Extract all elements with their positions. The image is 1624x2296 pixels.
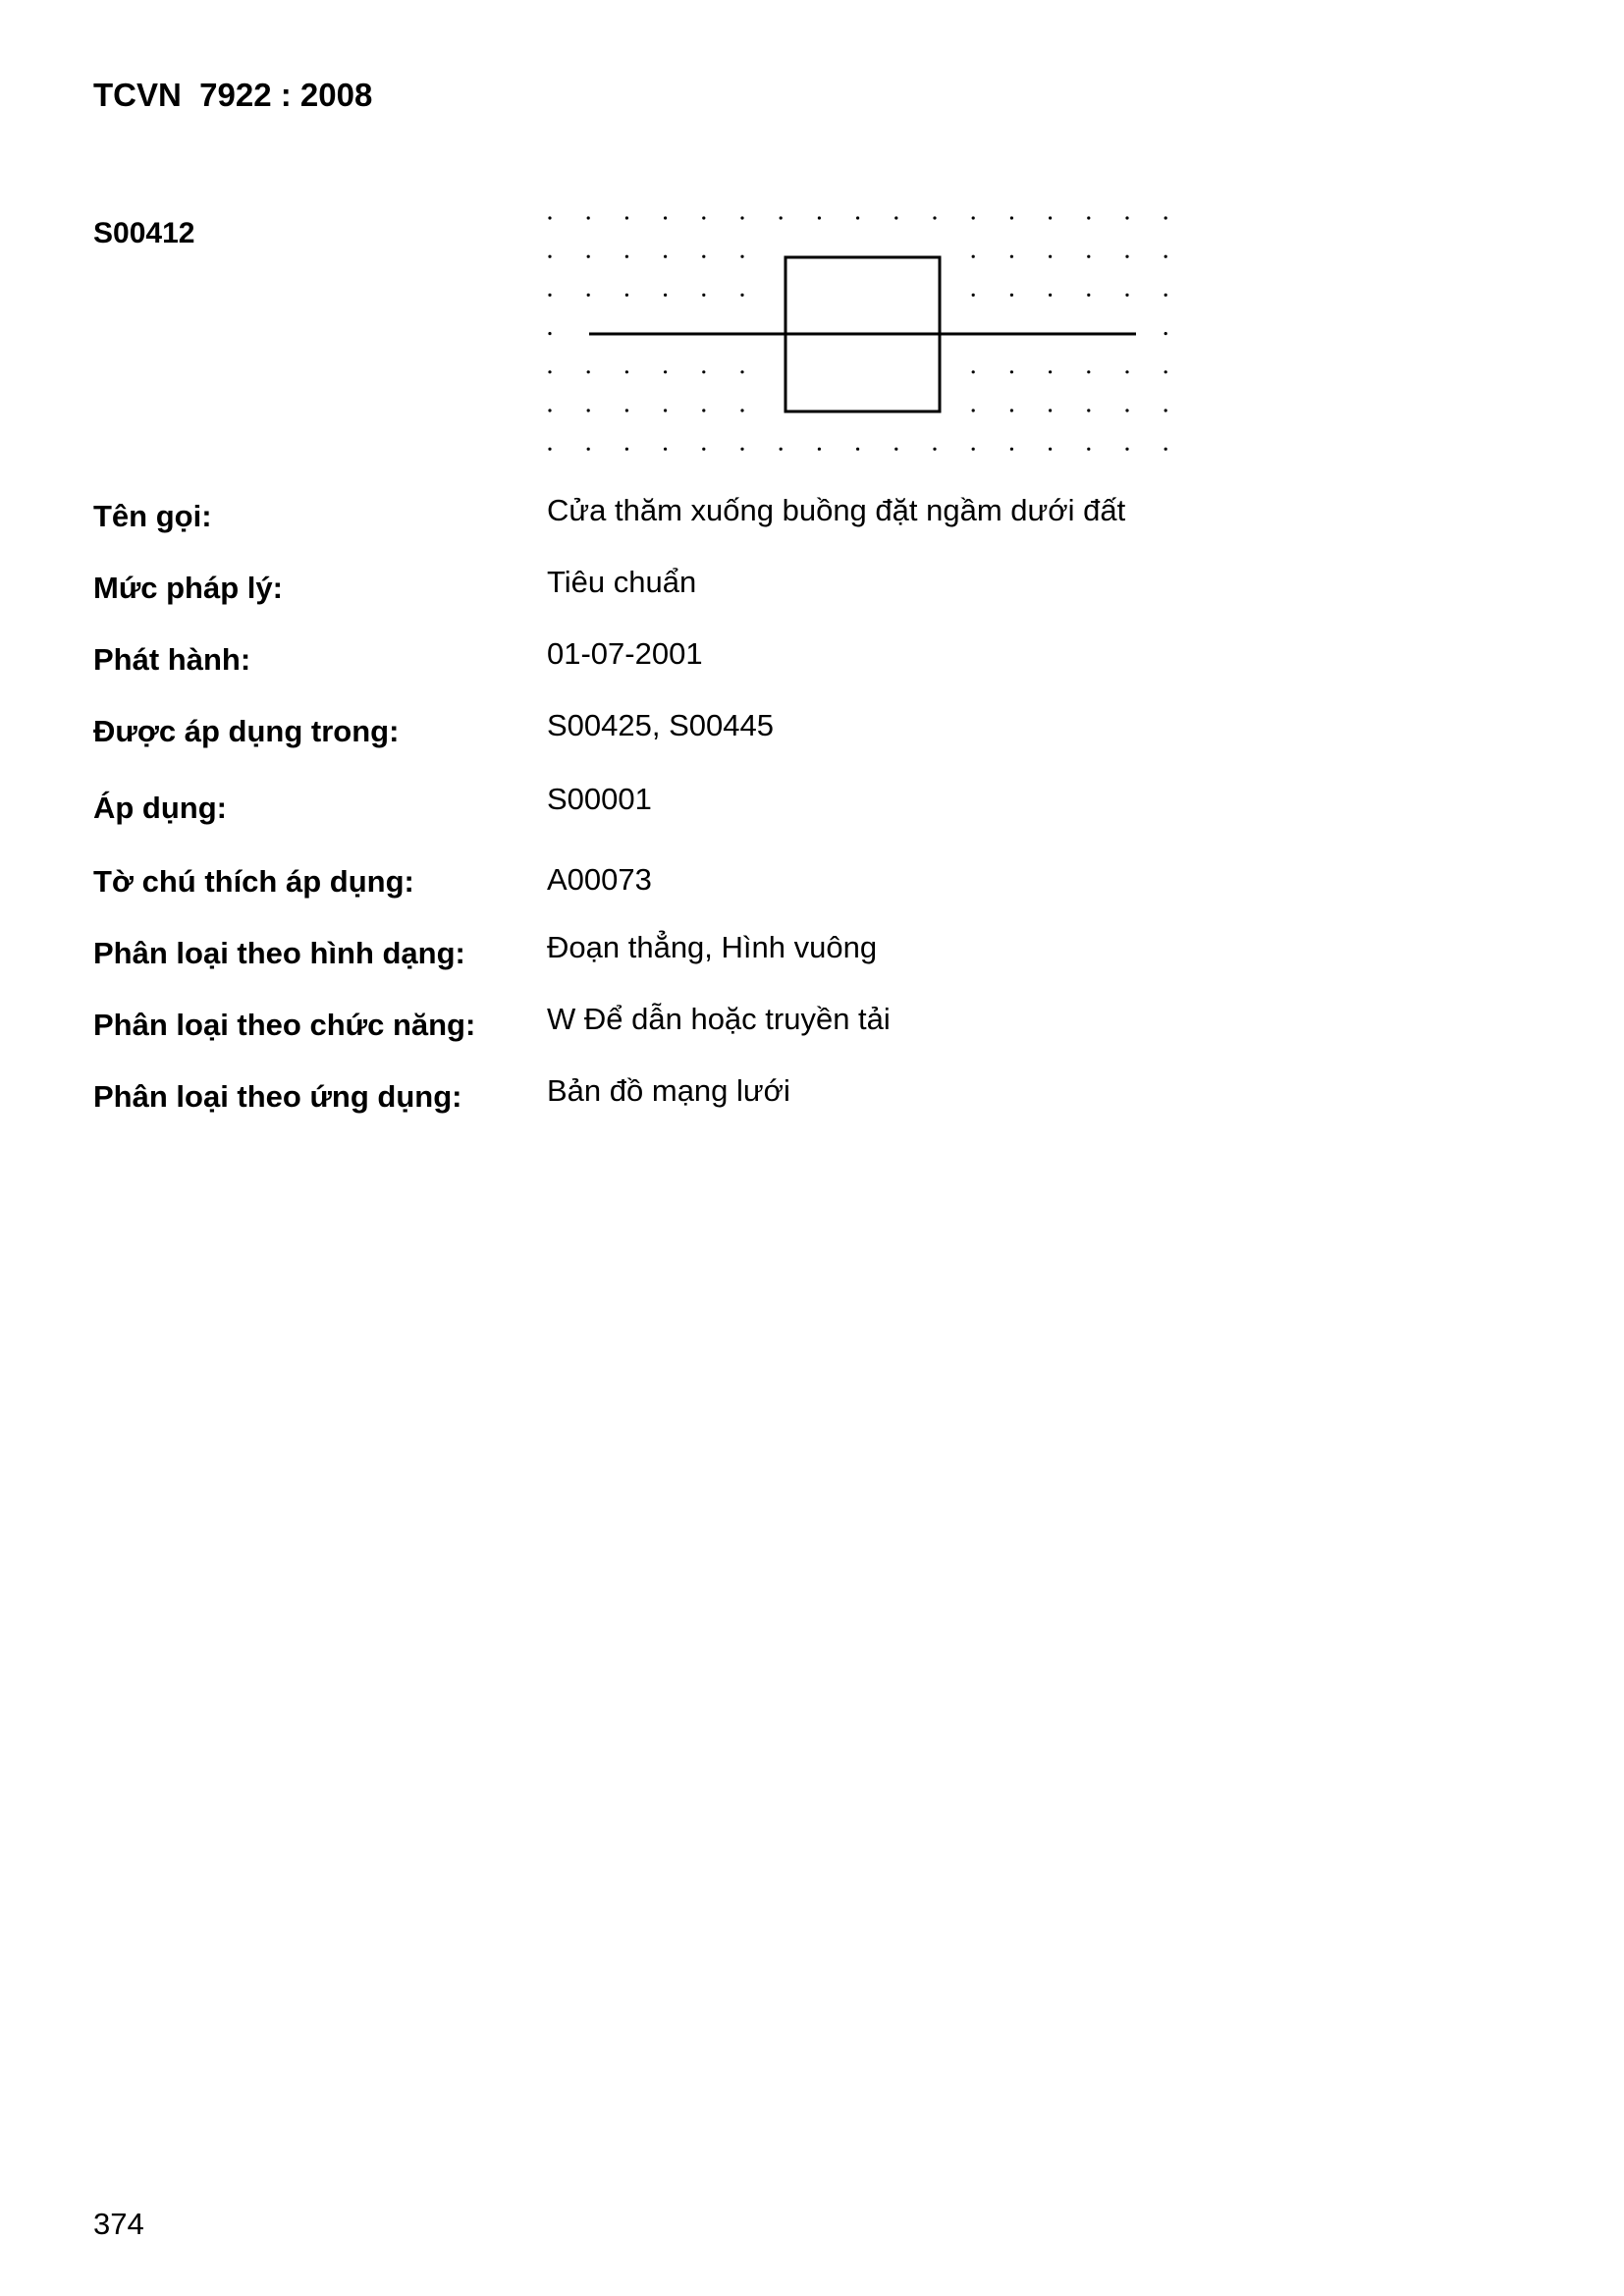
- grid-dot: [625, 216, 628, 219]
- symbol-drawing: [530, 201, 1198, 466]
- grid-dot: [702, 409, 705, 411]
- grid-dot: [856, 448, 859, 451]
- grid-dot: [740, 370, 743, 373]
- grid-dot: [1164, 332, 1167, 335]
- grid-dot: [1049, 370, 1052, 373]
- grid-dot: [1010, 409, 1013, 411]
- attribute-row-annotation-sheet: [93, 864, 1370, 903]
- attribute-value: Bản đồ mạng lưới: [547, 1073, 790, 1108]
- attribute-row-name: [93, 493, 1370, 538]
- grid-dot: [664, 216, 667, 219]
- attribute-row-issued: [93, 636, 1370, 682]
- grid-dot: [740, 294, 743, 297]
- grid-dot: [1049, 294, 1052, 297]
- grid-dot: [548, 448, 551, 451]
- grid-dot: [1125, 255, 1128, 258]
- grid-dot: [933, 216, 936, 219]
- grid-dot: [1164, 294, 1167, 297]
- attribute-label: Được áp dụng trong:: [93, 714, 400, 748]
- grid-dot: [587, 255, 590, 258]
- grid-dot: [1087, 448, 1090, 451]
- grid-dot: [1049, 409, 1052, 411]
- attribute-label: Áp dụng:: [93, 791, 228, 825]
- attribute-label: Mức pháp lý:: [93, 571, 283, 605]
- grid-dot: [587, 448, 590, 451]
- grid-dot: [548, 409, 551, 411]
- grid-dot: [664, 409, 667, 411]
- attribute-row-legal-level: [93, 565, 1370, 610]
- grid-dot: [1049, 448, 1052, 451]
- grid-dot: [894, 216, 897, 219]
- attribute-value: 01-07-2001: [547, 636, 703, 671]
- grid-dot: [972, 294, 975, 297]
- attribute-row-application-class: [93, 1073, 1370, 1119]
- grid-dot: [972, 370, 975, 373]
- grid-dot: [1164, 255, 1167, 258]
- grid-dot: [894, 448, 897, 451]
- attribute-label: Phân loại theo ứng dụng:: [93, 1079, 462, 1114]
- attribute-value: S00425, S00445: [547, 708, 774, 742]
- grid-dot: [1125, 409, 1128, 411]
- grid-dot: [1164, 370, 1167, 373]
- grid-dot: [548, 294, 551, 297]
- attribute-row-function-class: [93, 1002, 1370, 1047]
- grid-dot: [625, 409, 628, 411]
- grid-dot: [1087, 255, 1090, 258]
- attribute-label: Phát hành:: [93, 642, 251, 677]
- attribute-row-shape-class: [93, 930, 1370, 975]
- grid-dot: [1125, 216, 1128, 219]
- grid-dot: [972, 448, 975, 451]
- attribute-label: Phân loại theo chức năng:: [93, 1008, 476, 1042]
- grid-dot: [664, 370, 667, 373]
- grid-dot: [702, 255, 705, 258]
- attribute-row-applies: [93, 782, 1370, 830]
- grid-dot: [548, 370, 551, 373]
- grid-dot: [702, 448, 705, 451]
- grid-dot: [972, 216, 975, 219]
- grid-dot: [1125, 294, 1128, 297]
- grid-dot: [1164, 409, 1167, 411]
- grid-dot: [1164, 448, 1167, 451]
- grid-dot: [625, 294, 628, 297]
- grid-dot: [818, 216, 821, 219]
- grid-dot: [1010, 370, 1013, 373]
- attribute-value: S00001: [547, 782, 652, 816]
- grid-dot: [664, 255, 667, 258]
- grid-dot: [1087, 409, 1090, 411]
- grid-dot: [587, 216, 590, 219]
- grid-dot: [1125, 448, 1128, 451]
- grid-dot: [740, 255, 743, 258]
- grid-dot: [1087, 216, 1090, 219]
- grid-dot: [548, 216, 551, 219]
- grid-dot: [587, 370, 590, 373]
- grid-dot: [664, 294, 667, 297]
- attribute-value: A00073: [547, 862, 652, 897]
- attribute-value: Tiêu chuẩn: [547, 565, 697, 599]
- symbol-code: S00412: [93, 217, 195, 249]
- attribute-label: Tên gọi:: [93, 499, 212, 533]
- grid-dot: [625, 370, 628, 373]
- grid-dot: [625, 448, 628, 451]
- grid-dot: [740, 216, 743, 219]
- grid-dot: [1087, 370, 1090, 373]
- grid-dot: [1010, 255, 1013, 258]
- grid-dot: [856, 216, 859, 219]
- grid-dot: [740, 448, 743, 451]
- grid-dot: [702, 216, 705, 219]
- grid-dot: [625, 255, 628, 258]
- grid-dot: [780, 448, 783, 451]
- grid-dot: [818, 448, 821, 451]
- attribute-label: Tờ chú thích áp dụng:: [93, 864, 414, 899]
- grid-dot: [740, 409, 743, 411]
- grid-dot: [1010, 216, 1013, 219]
- grid-dot: [1087, 294, 1090, 297]
- grid-dot: [1164, 216, 1167, 219]
- grid-dot: [780, 216, 783, 219]
- standard-header: TCVN 7922 : 2008: [93, 77, 373, 113]
- grid-dot: [587, 294, 590, 297]
- attribute-row-applied-in: [93, 708, 1370, 753]
- grid-dot: [933, 448, 936, 451]
- grid-dot: [1010, 294, 1013, 297]
- grid-dot: [1049, 216, 1052, 219]
- attribute-value: W Để dẫn hoặc truyền tải: [547, 1002, 891, 1036]
- grid-dot: [1049, 255, 1052, 258]
- grid-dot: [972, 255, 975, 258]
- grid-dot: [548, 255, 551, 258]
- grid-dot: [972, 409, 975, 411]
- grid-dot: [664, 448, 667, 451]
- attribute-value: Cửa thăm xuống buồng đặt ngầm dưới đất: [547, 493, 1126, 527]
- grid-dot: [587, 409, 590, 411]
- grid-dot: [1010, 448, 1013, 451]
- grid-dot: [548, 332, 551, 335]
- grid-dot: [702, 294, 705, 297]
- page-number: 374: [93, 2207, 144, 2241]
- grid-dot: [1125, 370, 1128, 373]
- symbol-figure: [530, 201, 1198, 466]
- attribute-label: Phân loại theo hình dạng:: [93, 936, 465, 970]
- grid-dot: [702, 370, 705, 373]
- attribute-value: Đoạn thẳng, Hình vuông: [547, 930, 878, 964]
